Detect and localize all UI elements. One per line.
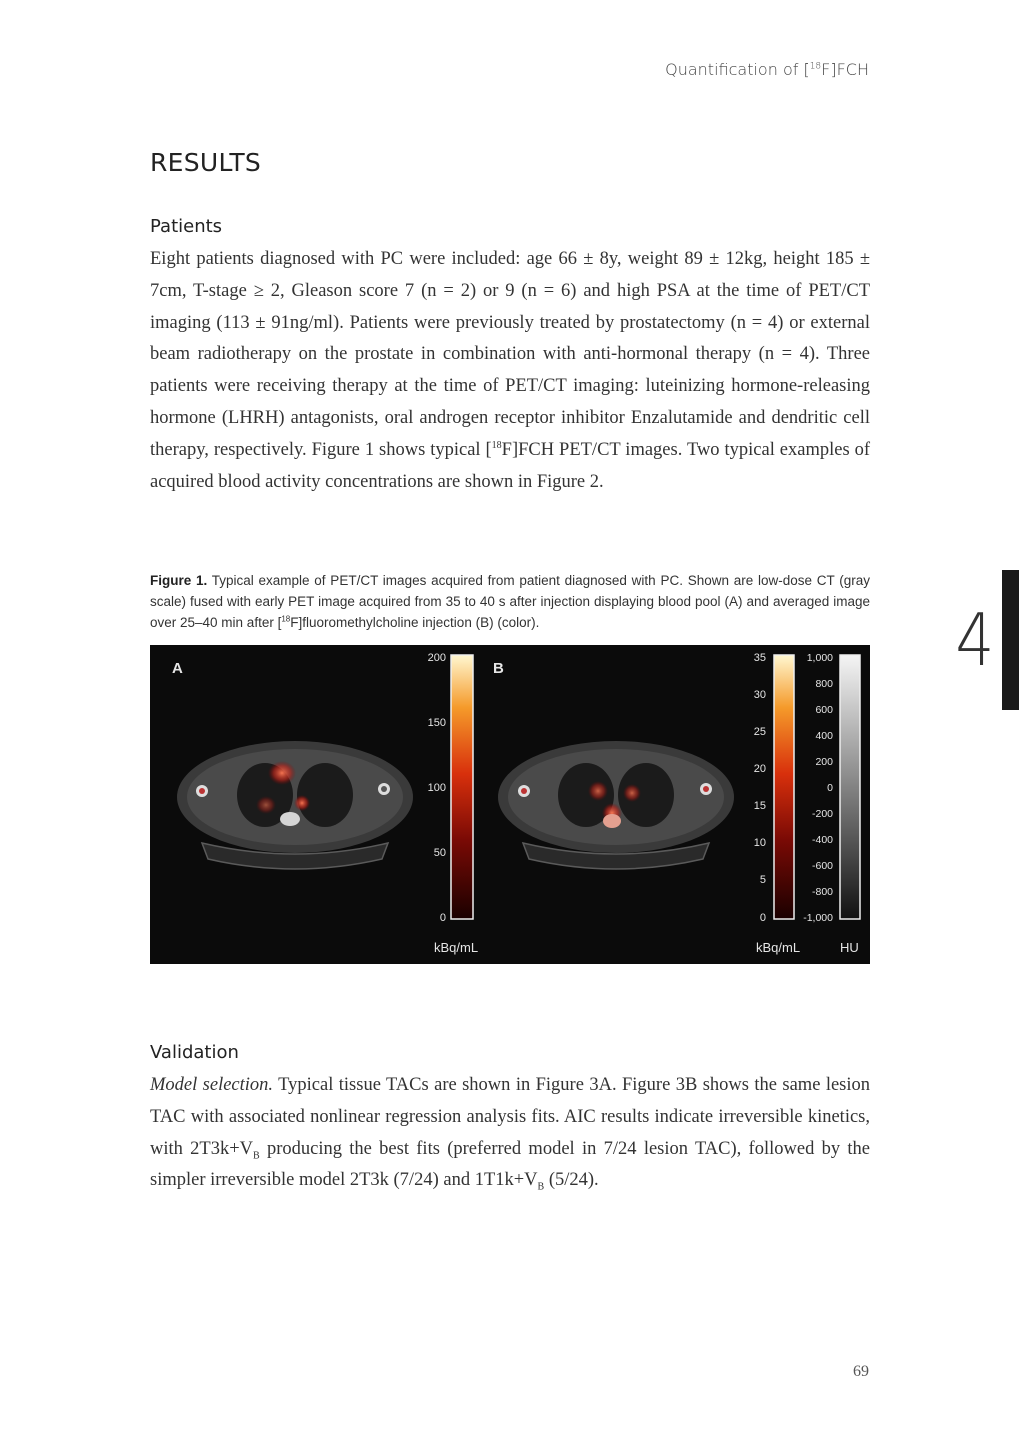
- scale-hu-tick: -800: [811, 886, 833, 898]
- panel-b-label: B: [493, 660, 504, 677]
- scale-hu-tick: 800: [815, 678, 833, 690]
- patients-heading: Patients: [150, 216, 223, 237]
- scale-a-tick: 200: [427, 652, 446, 664]
- scale-b-tick: 5: [759, 874, 766, 886]
- scale-hu-unit: HU: [840, 940, 859, 955]
- panel-a-scan: [177, 741, 413, 869]
- panel-b-scan: [498, 741, 734, 869]
- scale-hu-tick: 200: [815, 756, 833, 768]
- chapter-tab: [1002, 570, 1019, 710]
- scale-a-unit: kBq/mL: [434, 940, 479, 955]
- page-number: 69: [853, 1363, 869, 1380]
- pet-ct-figure: [150, 645, 870, 964]
- scale-a-tick: 0: [439, 912, 446, 924]
- scale-hu-tick: 400: [815, 730, 833, 742]
- scale-hu-tick: -200: [811, 808, 833, 820]
- panel-a-label: A: [172, 660, 183, 677]
- validation-paragraph: Model selection. Typical tissue TACs are shown in Figure 3A. Figure 3B shows the same lesion TAC with associated nonlinear regression analysis fits. AIC results indicate irreversible kinetics, with $2T3k+V_B$ producing the best fits (preferred model in 7/24 lesion TAC), followed by the simpler irreversible model 2T3k (7/24) and $1T1k+V_B$ (5/24).: [150, 1075, 871, 1194]
- scale-b-tick: 20: [753, 763, 766, 775]
- scale-b-tick: 35: [753, 652, 766, 664]
- scale-hu-tick: 0: [827, 782, 833, 794]
- scale-b-tick: 15: [753, 800, 766, 812]
- scale-b-colorbar: [774, 655, 794, 919]
- scale-b-unit: kBq/mL: [756, 940, 801, 955]
- scale-hu-tick: 600: [815, 704, 833, 716]
- scale-a-colorbar: [451, 655, 473, 919]
- scale-b-tick: 30: [753, 689, 766, 701]
- scale-hu-tick: -1,000: [803, 912, 833, 924]
- scale-hu-tick: 1,000: [806, 652, 833, 664]
- scale-b-tick: 0: [759, 912, 766, 924]
- scale-hu-tick: -600: [811, 860, 833, 872]
- scale-a-tick: 50: [433, 847, 446, 859]
- scale-hu-tick: -400: [811, 834, 833, 846]
- chapter-number: 4: [955, 598, 995, 682]
- section-title: RESULTS: [150, 148, 262, 177]
- running-head: Quantification of [$^{18}$F]FCH: [665, 60, 869, 79]
- scale-a-tick: 100: [427, 782, 446, 794]
- figure-caption: Figure 1. Typical example of PET/CT images acquired from patient diagnosed with PC. Shown are low-dose CT (gray scale) fused with early PET image acquired from 35 to 40 s after injection displaying blood pool (A) and averaged image over 25–40 min after [$^{18}$F]fluoromethylcholine injection (B) (color).: [150, 573, 870, 630]
- scale-b-tick: 25: [753, 726, 766, 738]
- validation-heading: Validation: [150, 1042, 239, 1063]
- patients-paragraph: Eight patients diagnosed with PC were included: age 66 ± 8y, weight 89 ± 12kg, height 185 ± 7cm, T-stage ≥ 2, Gleason score 7 (n = 2) or 9 (n = 6) and high PSA at the time of PET/CT imaging (113 ± 91ng/ml). Patients were previously treated by prostatectomy (n = 4) or external beam radiotherapy on the prostate in combination with anti-hormonal therapy (n = 4). Three patients were receiving therapy at the time of PET/CT imaging: luteinizing hormone-releasing hormone (LHRH) antagonists, oral androgen receptor inhibitor Enzalutamide and dendritic cell therapy, respectively. Figure 1 shows typical [$^{18}$F]FCH PET/CT images. Two typical examples of acquired blood activity concentrations are shown in Figure 2.: [150, 249, 870, 492]
- scale-hu-colorbar: [840, 655, 860, 919]
- scale-b-tick: 10: [753, 837, 766, 849]
- scale-a-tick: 150: [427, 717, 446, 729]
